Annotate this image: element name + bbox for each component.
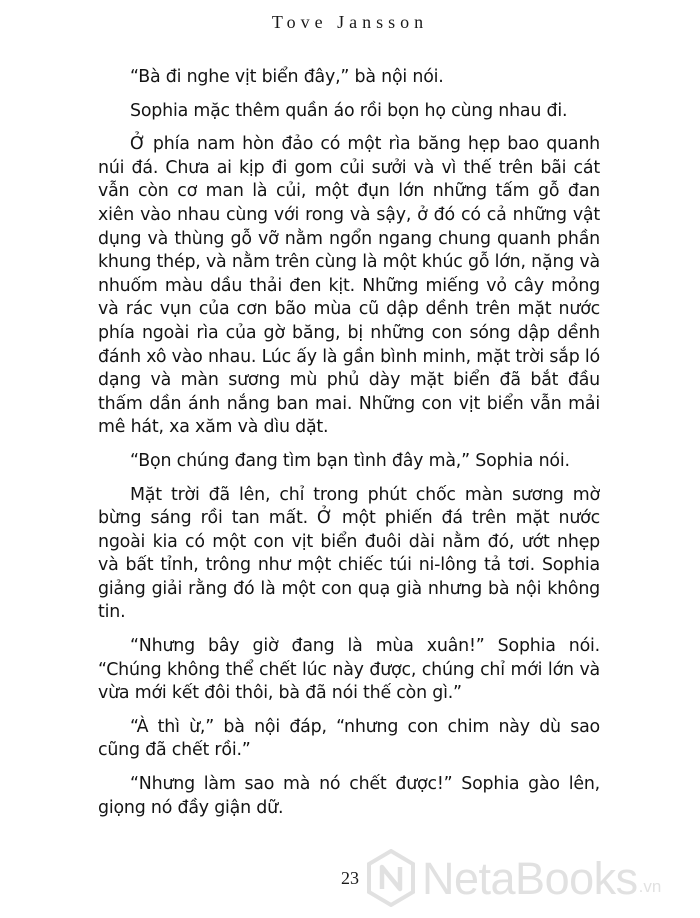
watermark xyxy=(366,846,696,910)
paragraph: Mặt trời đã lên, chỉ trong phút chốc màn sương mờ bừng sáng rồi tan mất. Ở một phiến đá trên mặt nước ngoài kia có một con vịt biển đuôi dài nằm đó, ướt nhẹp và bất tỉnh, trông như một chiếc túi ni-lông tả tơi. Sophia giảng giải rằng đó là một con quạ già nhưng bà nội không tin. xyxy=(98,484,600,623)
running-head: Tove Jansson xyxy=(271,12,429,32)
page-number: 23 xyxy=(341,868,359,888)
paragraph: “Bà đi nghe vịt biển đây,” bà nội nói. xyxy=(130,67,444,87)
paragraph: “Nhưng làm sao mà nó chết được!” Sophia gào lên, giọng nó đầy giận dữ. xyxy=(98,774,600,818)
body-text xyxy=(98,66,600,830)
paragraph: “À thì ừ,” bà nội đáp, “nhưng con chim này dù sao cũng đã chết rồi.” xyxy=(98,716,600,761)
paragraph: “Bọn chúng đang tìm bạn tình đây mà,” Sophia nói. xyxy=(130,450,570,471)
paragraph: Ở phía nam hòn đảo có một rìa băng hẹp bao quanh núi đá. Chưa ai kịp đi gom củi sưởi và vì thế trên bãi cát vẫn còn cơ man là củi, một đụn lớn những tấm gỗ đan xiên vào nhau cùng với rong và sậy, ở đó có cả những vật dụng và thùng gỗ vỡ nằm ngổn ngang chung quanh phần khung thép, và nằm trên cùng là một khúc gỗ lớn, nặng và nhuốm màu dầu thải đen kịt. Những miếng vỏ cây mỏng và rác vụn của cơn bão mùa cũ dập dềnh trên mặt nước phía ngoài rìa của gờ băng, bị những con sóng dập dềnh đánh xô vào nhau. Lúc ấy là gần bình minh, mặt trời sắp ló dạng và màn sương mù phủ dày mặt biển đã bắt đầu thấm dần ánh nắng ban mai. Những con vịt biển vẫn mải mê hát, xa xăm và dìu dặt. xyxy=(98,134,600,438)
watermark-domain: .vn xyxy=(638,877,662,896)
watermark-brand: NetaBooks xyxy=(422,852,638,904)
paragraph: “Nhưng bây giờ đang là mùa xuân!” Sophia nói. “Chúng không thể chết lúc này được, chúng chỉ mới lớn và vừa mới kết đôi thôi, bà đã nói thế còn gì.” xyxy=(98,636,600,704)
paragraph: Sophia mặc thêm quần áo rồi bọn họ cùng nhau đi. xyxy=(130,100,568,121)
netabooks-logo-icon xyxy=(366,849,416,907)
